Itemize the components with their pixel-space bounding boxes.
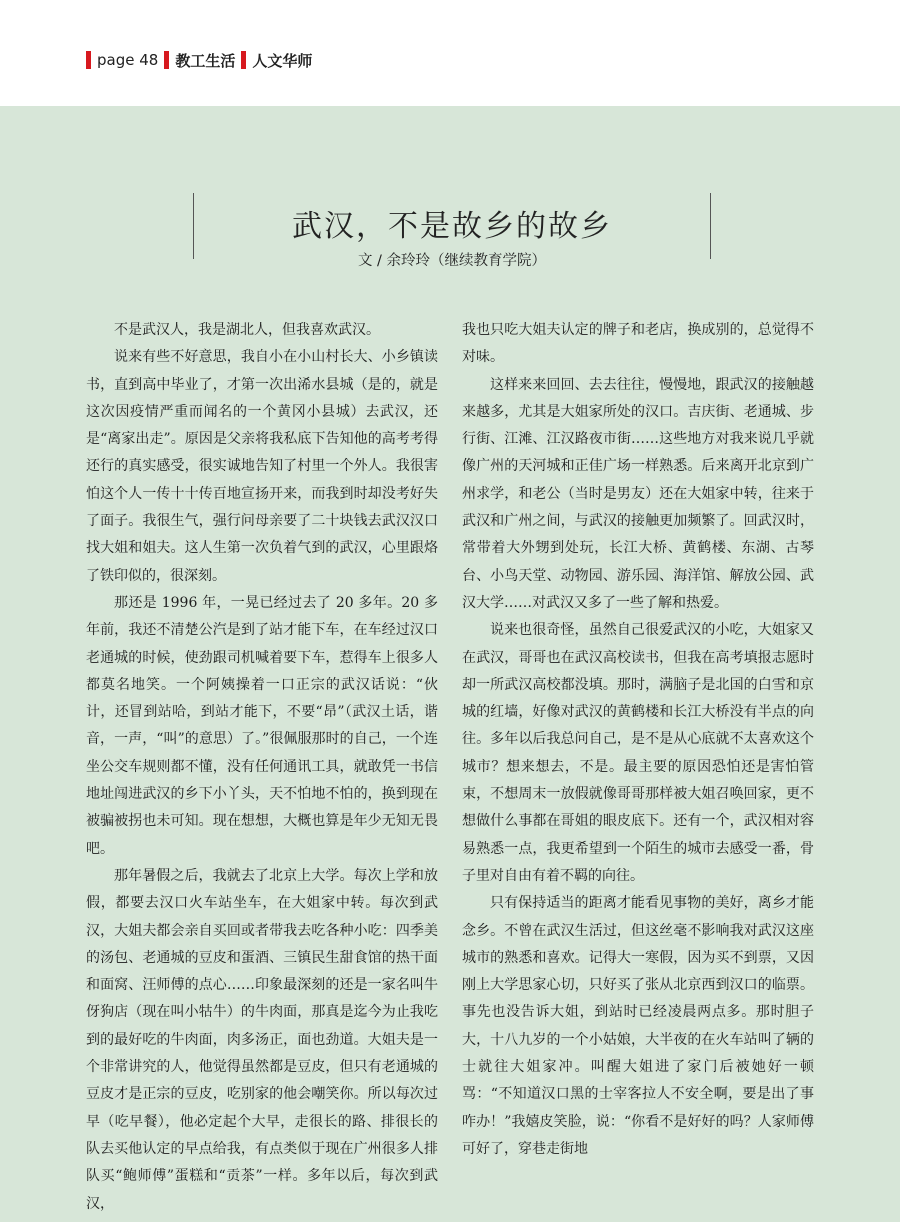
red-bar-marker [241, 51, 246, 69]
paragraph: 说来有些不好意思，我自小在小山村长大、小乡镇读书，直到高中毕业了，才第一次出浠水县城（是的，就是这次因疫情严重而闻名的一个黄冈小县城）去武汉，还是“离家出走”。原因是父亲将我私底下告知他的高考考得还行的真实感受，很实诚地告知了村里一个外人。我很害怕这个人一传十十传百地宣扬开来，而我到时却没考好失了面子。我很生气，强行问母亲要了二十块钱去武汉汉口找大姐和姐夫。这人生第一次负着气到的武汉，心里跟烙了铁印似的，很深刻。 [86, 349, 438, 584]
article-title: 武汉，不是故乡的故乡 [292, 209, 612, 244]
paragraph: 这样来来回回、去去往往，慢慢地，跟武汉的接触越来越多，尤其是大姐家所处的汉口。吉庆街、老通城、步行街、江滩、江汉路夜市街……这些地方对我来说几乎就像广州的天河城和正佳广场一样熟悉。后来离开北京到广州求学，和老公（当时是男友）还在大姐家中转，往来于武汉和广州之间，与武汉的接触更加频繁了。回武汉时，常带着大外甥到处玩，长江大桥、黄鹤楼、东湖、古琴台、小鸟天堂、动物园、游乐园、海洋馆、解放公园、武汉大学……对武汉又多了一些了解和热爱。 [462, 376, 814, 611]
paragraph: 那还是 1996 年，一晃已经过去了 20 多年。20 多年前，我还不清楚公汽是到了站才能下车，在车经过汉口老通城的时候，使劲跟司机喊着要下车，惹得车上很多人都莫名地笑。一个阿姨操着一口正宗的武汉话说：“伙计，还冒到站哈，到站才能下，不要“昂”（武汉土话，谐音，一声，“叫”的意思）了。”很佩服那时的自己，一个连坐公交车规则都不懂，没有任何通讯工具，就敢凭一书信地址闯进武汉的乡下小丫头，天不怕地不怕的，换到现在被骗被拐也未可知。现在想想，大概也算是年少无知无畏吧。 [86, 594, 438, 857]
red-bar-marker [164, 51, 169, 69]
paragraph: 只有保持适当的距离才能看见事物的美好，离乡才能念乡。不曾在武汉生活过，但这丝毫不影响我对武汉这座城市的熟悉和喜欢。记得大一寒假，因为买不到票，又因刚上大学思家心切，只好买了张从北京西到汉口的临票。事先也没告诉大姐，到站时已经凌晨两点多。那时胆子大，十八九岁的一个小姑娘，大半夜的在火车站叫了辆的士就往大姐家冲。叫醒大姐进了家门后被她好一顿骂：“不知道汉口黑的士宰客拉人不安全啊，要是出了事咋办！”我嬉皮笑脸，说：“你看不是好好的吗？人家师傅可好了，穿巷走街地 [462, 895, 814, 1157]
red-bar-marker [86, 51, 91, 69]
body-column-left [86, 317, 438, 1218]
title-block [193, 193, 711, 269]
page-header [86, 49, 318, 71]
byline: 文 / 余玲玲（继续教育学院） [357, 253, 547, 269]
body-column-right [462, 317, 814, 1163]
paragraph: 不是武汉人，我是湖北人，但我喜欢武汉。 [114, 322, 380, 338]
paragraph: 说来也很奇怪，虽然自己很爱武汉的小吃，大姐家又在武汉，哥哥也在武汉高校读书，但我在高考填报志愿时却一所武汉高校都没填。那时，满脑子是北国的白雪和京城的红墙，好像对武汉的黄鹤楼和长江大桥没有半点的向往。多年以后我总问自己，是不是从心底就不太喜欢这个城市？想来想去，不是。最主要的原因恐怕还是害怕管束，不想周末一放假就像哥哥那样被大姐召唤回家，更不想做什么事都在哥姐的眼皮底下。还有一个，武汉相对容易熟悉一点，我更希望到一个陌生的城市去感受一番，骨子里对自由有着不羁的向往。 [462, 622, 814, 884]
page-number: page 48 [97, 51, 159, 69]
section-label: 教工生活 [175, 51, 236, 70]
paragraph: 我也只吃大姐夫认定的牌子和老店，换成别的，总觉得不对味。 [462, 322, 814, 366]
column-label: 人文华师 [252, 51, 313, 70]
paragraph: 那年暑假之后，我就去了北京上大学。每次上学和放假，都要去汉口火车站坐车，在大姐家中转。每次到武汉，大姐夫都会亲自买回或者带我去吃各种小吃：四季美的汤包、老通城的豆皮和蛋酒、三镇民生甜食馆的热干面和面窝、汪师傅的点心……印象最深刻的还是一家名叫牛伢狗店（现在叫小牯牛）的牛肉面，那真是迄今为止我吃到的最好吃的牛肉面，肉多汤正，面也劲道。大姐夫是一个非常讲究的人，他觉得虽然都是豆皮，但只有老通城的豆皮才是正宗的豆皮，吃别家的他会嘲笑你。所以每次过早（吃早餐），他必定起个大早，走很长的路、排很长的队去买他认定的早点给我，有点类似于现在广州很多人排队买“鲍师傅”蛋糕和“贡茶”一样。多年以后，每次到武汉， [86, 867, 438, 1212]
